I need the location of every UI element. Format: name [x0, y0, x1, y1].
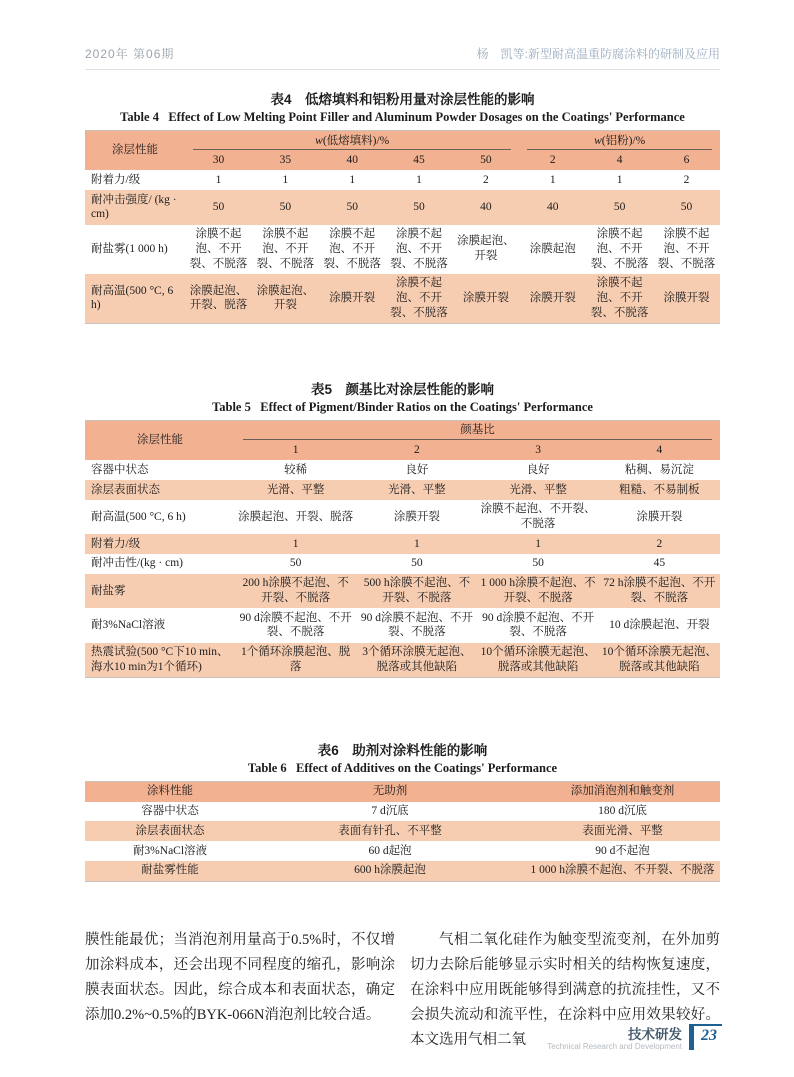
table-cell: 涂膜不起泡、不开裂、不脱落 [189, 228, 248, 270]
table4 [85, 130, 720, 324]
table-cell: 1 [549, 173, 556, 186]
table-cell: 10个循环涂膜无起泡、脱落或其他缺陷 [480, 646, 596, 673]
table-cell: 1 [215, 173, 222, 186]
table5-group-header-row [85, 420, 720, 440]
table-cell: 涂膜不起泡、不开裂、不脱落 [256, 228, 315, 270]
row-label: 耐高温(500 °C, 6 h) [91, 510, 186, 523]
column-header: 添加消泡剂和触变剂 [570, 785, 675, 798]
table-cell: 600 h涂膜起泡 [354, 864, 426, 877]
table-cell: 涂膜不起泡、不开裂、不脱落 [480, 503, 596, 530]
table-cell: 1 [416, 173, 422, 186]
table-row [85, 574, 720, 608]
table-cell: 1 [414, 537, 420, 550]
table-cell: 2 [683, 173, 690, 186]
column-header: 30 [212, 154, 225, 167]
table-cell: 2 [483, 173, 489, 186]
column-header: 50 [480, 154, 492, 167]
table-row [85, 500, 720, 534]
table-cell: 90 d不起泡 [595, 844, 650, 857]
table-cell: 1 [349, 173, 356, 186]
footer-section [547, 1024, 682, 1052]
row-label: 涂层表面状态 [91, 483, 160, 496]
table-cell: 涂膜起泡、开裂 [457, 235, 515, 263]
table-cell: 60 d起泡 [368, 844, 412, 857]
table-cell: 50 [212, 201, 225, 214]
column-header: 6 [683, 154, 690, 167]
table-row [85, 274, 720, 324]
column-header: 40 [346, 154, 358, 167]
row-label: 耐冲击性/(kg · cm) [91, 557, 183, 570]
table-cell: 90 d涂膜不起泡、不开裂、不脱落 [239, 611, 352, 639]
table-cell: 涂膜不起泡、不开裂、不脱落 [590, 277, 649, 319]
row-label: 附着力/级 [91, 173, 141, 186]
table-cell: 涂膜不起泡、不开裂、不脱落 [390, 228, 448, 270]
column-header: 4 [656, 444, 663, 457]
table5-title-zh: 表5 颜基比对涂层性能的影响 [310, 381, 494, 397]
table-cell: 1 [535, 537, 541, 550]
table-cell: 良好 [405, 463, 429, 476]
table5-group-ratio: 颜基比 [235, 420, 720, 440]
table-cell: 表面光滑、平整 [582, 824, 663, 837]
table6-title-zh: 表6 助剂对涂料性能的影响 [317, 742, 488, 758]
column-header: 3 [535, 444, 541, 457]
table6-header-row [85, 781, 720, 801]
table-cell: 涂膜不起泡、不开裂、不脱落 [590, 228, 649, 270]
row-label: 耐高温(500 °C, 6 h) [91, 284, 174, 312]
running-title: 杨 凯等:新型耐高温重防腐涂料的研制及应用 [476, 47, 720, 61]
table-cell: 1个循环涂膜起泡、脱落 [241, 646, 351, 673]
table-cell: 涂膜不起泡、不开裂、不脱落 [323, 228, 381, 270]
table-cell: 50 [613, 201, 626, 214]
column-header: 2 [549, 154, 556, 167]
group-label: (铝粉)/% [601, 134, 646, 147]
page-number: 23 [689, 1024, 722, 1050]
table4-corner-cell: 涂层性能 [112, 144, 159, 157]
table-cell: 50 [680, 201, 693, 214]
table-row [85, 190, 720, 224]
group-symbol: w [315, 134, 323, 147]
table5-block [85, 381, 720, 678]
table-cell: 光滑、平整 [388, 483, 446, 496]
group-label: (低熔填料)/% [322, 134, 390, 147]
table-cell: 2 [656, 537, 663, 550]
table-cell: 50 [279, 201, 292, 214]
corner-cell: 涂料性能 [147, 785, 193, 798]
table-cell: 涂膜开裂 [636, 510, 683, 523]
column-header: 35 [279, 154, 292, 167]
table6-title-en: Table 6 Effect of Additives on the Coatings' Performance [247, 760, 558, 775]
column-header: 1 [292, 444, 299, 457]
table-cell: 涂膜起泡、开裂、脱落 [189, 284, 248, 312]
table-row [85, 802, 720, 822]
table5-corner-cell: 涂层性能 [137, 434, 184, 447]
footer-section-zh: 技术研发 [628, 1027, 682, 1042]
row-label: 涂层表面状态 [135, 824, 205, 837]
table-row [85, 608, 720, 642]
row-label: 容器中状态 [141, 805, 199, 818]
table-cell: 7 d沉底 [371, 805, 409, 818]
table5-title-en: Table 5 Effect of Pigment/Binder Ratios on the Coatings' Performance [212, 399, 593, 414]
table-cell: 良好 [526, 463, 550, 476]
group-symbol: w [594, 134, 602, 147]
table-cell: 粘稠、易沉淀 [624, 463, 694, 476]
table-cell: 90 d涂膜不起泡、不开裂、不脱落 [482, 611, 595, 639]
column-header: 2 [414, 444, 420, 457]
table-row [85, 643, 720, 678]
paragraph: 气相二氧化硅作为触变型流变剂，在外加剪切力去除后能够显示实时相关的结构恢复速度，在涂料中应用既能够得到满意的抗流挂性，又不会损失流动和流平性，在涂料中应用效果较好。本文选用气相二氧 [410, 931, 720, 1048]
table-cell: 涂膜起泡、开裂、脱落 [238, 510, 354, 523]
table-cell: 40 [480, 201, 492, 214]
running-header [85, 45, 720, 70]
row-label: 热震试验(500 °C下10 min、海水10 min为1个循环) [91, 646, 229, 673]
table4-block [85, 91, 720, 324]
table-row [85, 170, 720, 190]
row-label: 容器中状态 [91, 463, 149, 476]
row-label: 耐盐雾(1 000 h) [91, 242, 168, 255]
table4-title-en: Table 4 Effect of Low Melting Point Filler and Aluminum Powder Dosages on the Coatings' Performance [120, 110, 685, 124]
table-cell: 涂膜开裂 [663, 291, 710, 304]
table6 [85, 781, 720, 882]
table-cell: 45 [653, 557, 666, 570]
table-cell: 涂膜起泡、开裂 [256, 284, 315, 312]
table-cell: 涂膜开裂 [529, 291, 576, 304]
table4-group-header-row [85, 131, 720, 151]
row-label: 耐3%NaCl溶液 [91, 618, 166, 631]
table4-title-zh: 表4 低熔填料和铝粉用量对涂层性能的影响 [270, 92, 535, 107]
table-row [85, 841, 720, 861]
column-header: 无助剂 [372, 785, 408, 798]
row-label: 耐3%NaCl溶液 [132, 844, 208, 857]
table-row [85, 480, 720, 500]
table-cell: 10个循环涂膜无起泡、脱落或其他缺陷 [601, 646, 717, 673]
page-footer [547, 1024, 722, 1052]
table5 [85, 420, 720, 678]
table-cell: 10 d涂膜起泡、开裂 [609, 618, 710, 631]
table-cell: 涂膜开裂 [393, 510, 440, 523]
table-cell: 涂膜起泡 [529, 242, 576, 255]
table-cell: 40 [547, 201, 559, 214]
table-cell: 90 d涂膜不起泡、不开裂、不脱落 [360, 611, 473, 639]
issue-label: 2020年 第06期 [85, 47, 175, 61]
paragraph: 膜性能最优；当消泡剂用量高于0.5%时，不仅增加涂料成本，还会出现不同程度的缩孔，影响涂膜表面状态。因此，综合成本和表面状态，确定添加0.2%~0.5%的BYK-066N消泡剂比较合适。 [85, 931, 395, 1023]
table-row [85, 554, 720, 574]
table-cell: 表面有针孔、不平整 [338, 824, 442, 837]
table-cell: 涂膜开裂 [329, 291, 376, 304]
table-cell: 50 [346, 201, 358, 214]
table-cell: 200 h涂膜不起泡、不开裂、不脱落 [242, 577, 349, 604]
table4-group-low-melting [185, 131, 519, 151]
column-header: 45 [413, 154, 425, 167]
table-cell: 50 [413, 201, 425, 214]
table-row [85, 861, 720, 881]
table-row [85, 460, 720, 480]
row-label: 附着力/级 [91, 537, 141, 550]
table-row [85, 821, 720, 841]
table-cell: 3个循环涂膜无起泡、脱落或其他缺陷 [362, 646, 472, 673]
row-label: 耐盐雾 [91, 584, 126, 597]
table6-block [85, 742, 720, 882]
row-label: 耐盐雾性能 [141, 864, 199, 877]
body-left-column [85, 928, 395, 1053]
table-cell: 1 [292, 537, 299, 550]
table4-group-aluminum [519, 131, 720, 151]
table-cell: 180 d沉底 [598, 805, 647, 818]
table-cell: 50 [532, 557, 544, 570]
footer-section-en: Technical Research and Development [547, 1042, 682, 1051]
table-cell: 1 [616, 173, 623, 186]
row-label: 耐冲击强度/ (kg · cm) [91, 193, 177, 221]
table-cell: 1 000 h涂膜不起泡、不开裂、不脱落 [480, 577, 596, 604]
table-cell: 涂膜不起泡、不开裂、不脱落 [390, 277, 448, 319]
column-header: 4 [616, 154, 623, 167]
table-cell: 1 [282, 173, 289, 186]
table-cell: 光滑、平整 [266, 483, 325, 496]
table-cell: 72 h涂膜不起泡、不开裂、不脱落 [603, 577, 716, 604]
table-cell: 粗糙、不易制板 [619, 483, 700, 496]
table-cell: 涂膜开裂 [462, 291, 509, 304]
table-cell: 500 h涂膜不起泡、不开裂、不脱落 [363, 577, 471, 604]
table-cell: 光滑、平整 [509, 483, 567, 496]
table-cell: 涂膜不起泡、不开裂、不脱落 [657, 228, 716, 270]
table-cell: 较稀 [284, 463, 308, 476]
table-row [85, 225, 720, 274]
table-row [85, 534, 720, 554]
table-cell: 50 [289, 557, 302, 570]
table-cell: 50 [411, 557, 423, 570]
table-cell: 1 000 h涂膜不起泡、不开裂、不脱落 [530, 864, 715, 877]
